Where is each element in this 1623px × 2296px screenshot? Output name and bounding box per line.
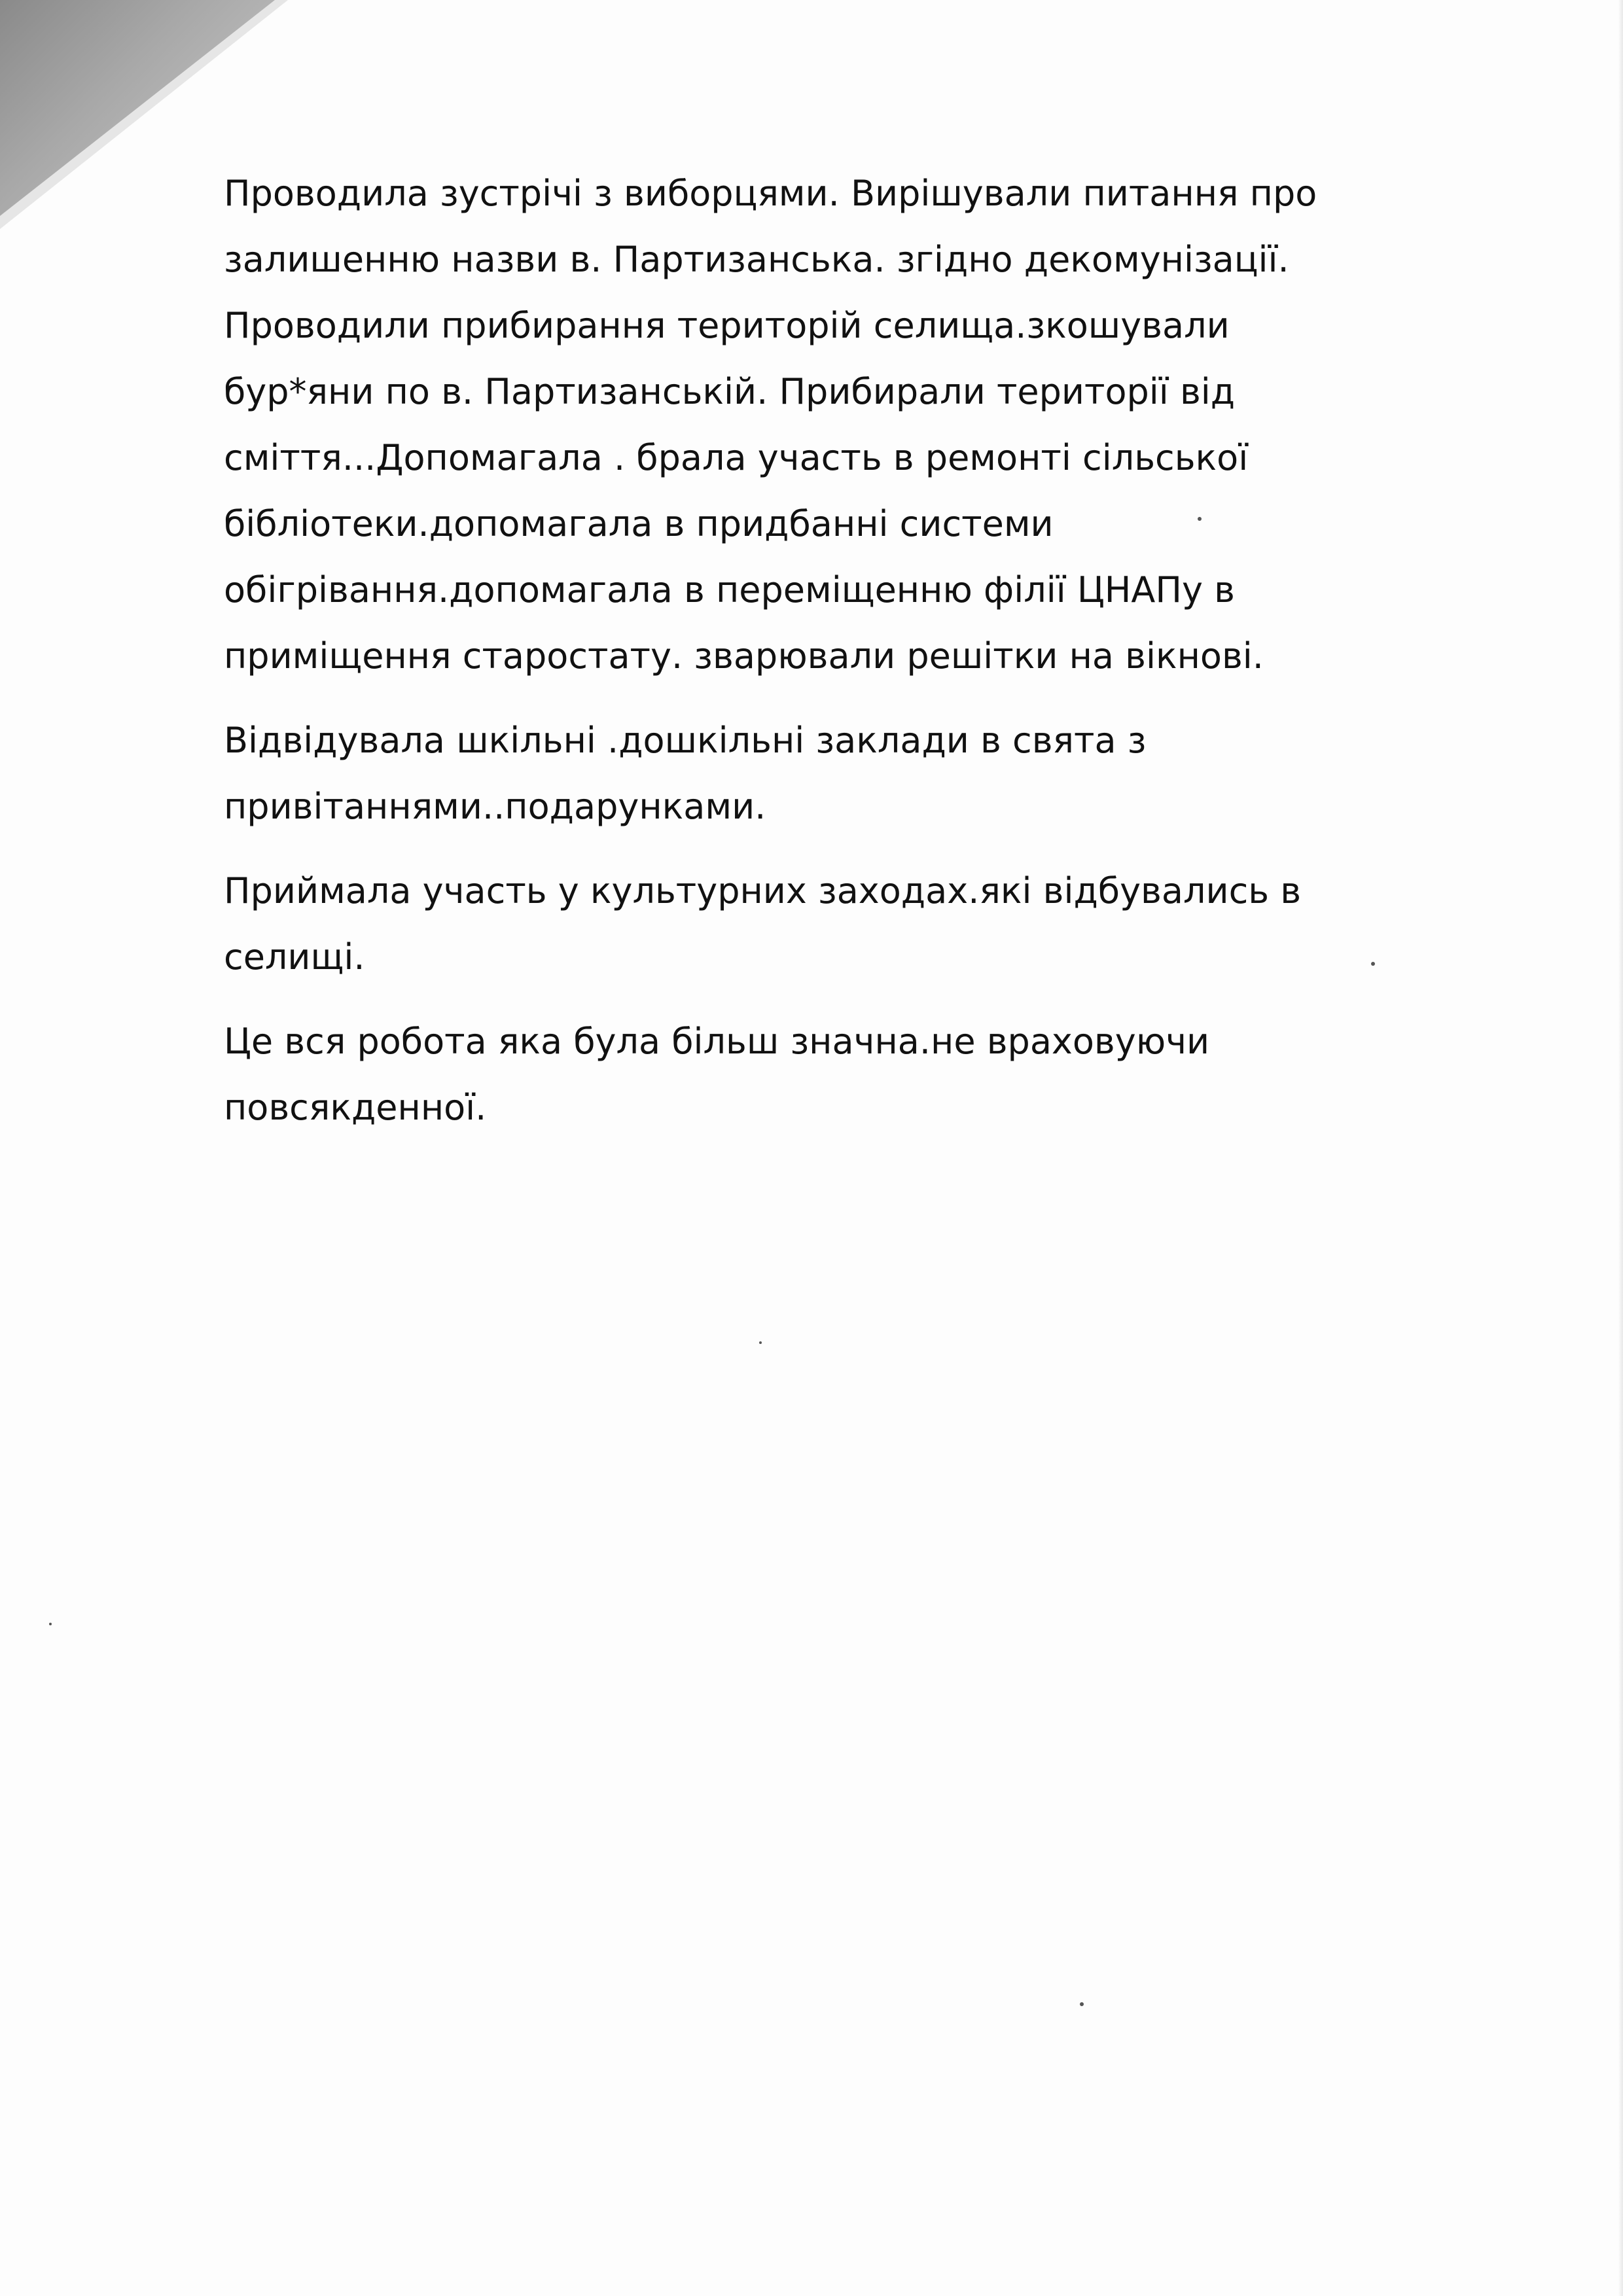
scan-speck — [1198, 517, 1202, 521]
scan-speck — [1080, 2002, 1084, 2006]
paragraph-meetings: Проводила зустрічі з виборцями. Вирішували питання про залишенню назви в. Партизанська. згідно декомунізації. Проводили прибирання територій селища.зкошували бур*яни по в. Партизанській. Прибирали території від сміття...Допомагала . брала участь в ремонті сільської бібліотеки.допомагала в придбанні системи обігрівання.допомагала в переміщенню філії ЦНАПу в приміщення старостату. зварювали решітки на вікнові. — [224, 173, 1317, 677]
paragraph-summary: Це вся робота яка була більш значна.не враховуючи повсякденної. — [224, 1021, 1210, 1128]
document-body — [224, 160, 1480, 1159]
scan-speck — [49, 1623, 52, 1625]
paragraph-school-visits: Відвідувала шкільні .дошкільні заклади в свята з привітаннями..подарунками. — [224, 720, 1147, 827]
paragraph-cultural-events: Приймала участь у культурних заходах.які відбувались в селищі. — [224, 870, 1302, 978]
scan-speck — [759, 1341, 762, 1344]
page-edge — [1618, 0, 1623, 2296]
scan-speck — [1371, 962, 1375, 966]
